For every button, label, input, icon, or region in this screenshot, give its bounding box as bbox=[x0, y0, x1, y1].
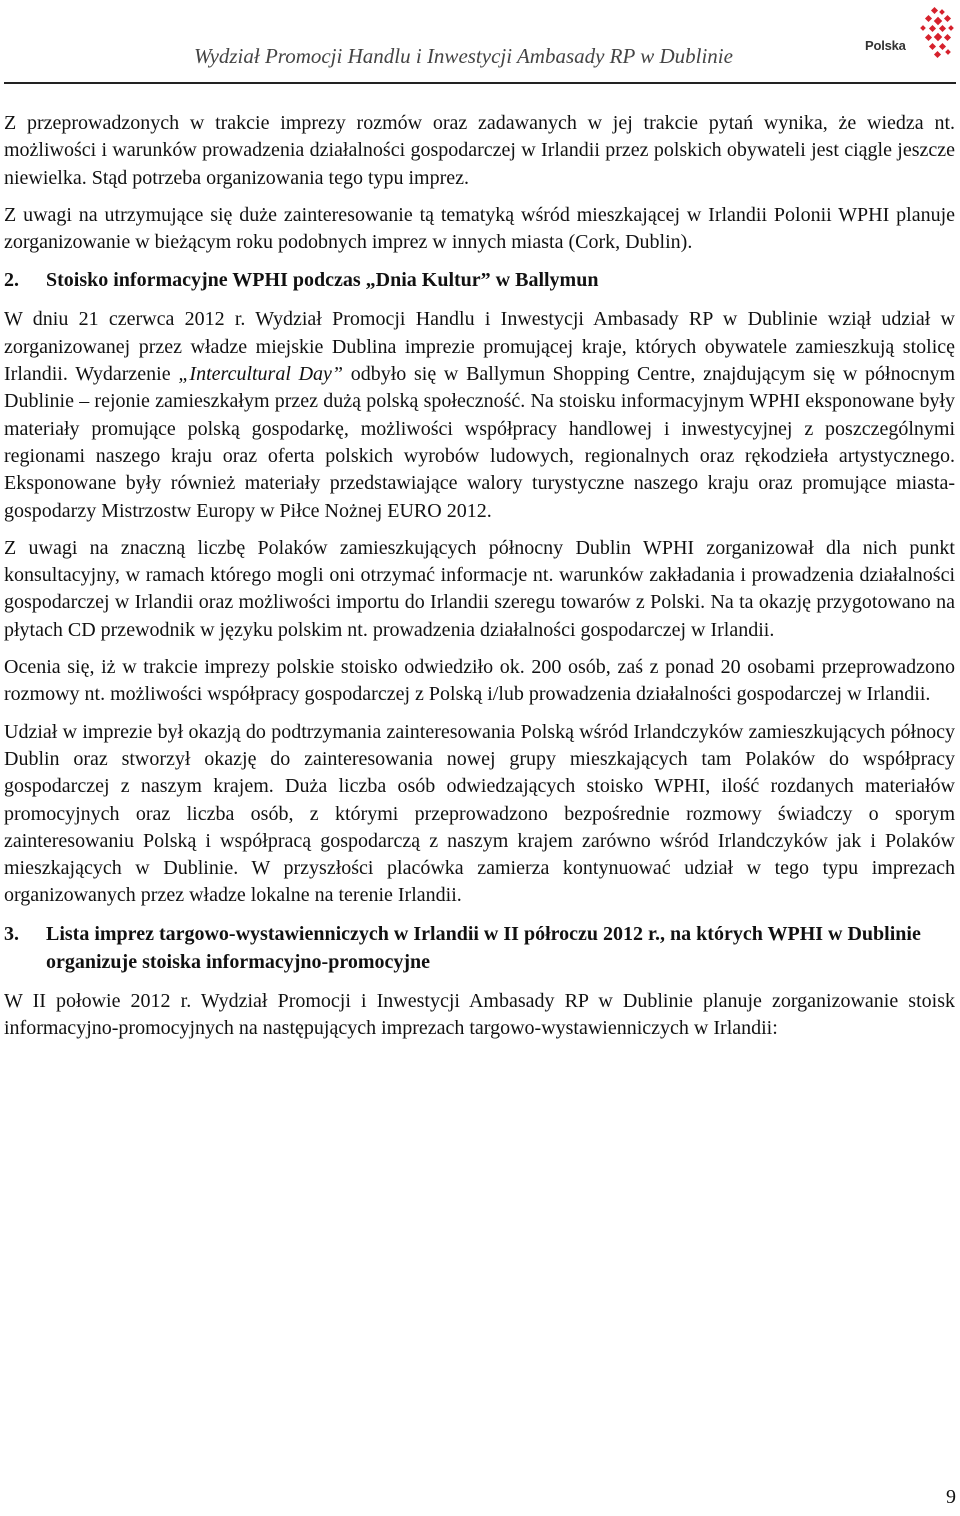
paragraph-6: Udział w imprezie był okazją do podtrzymania zainteresowania Polską wśród Irlandczyków zamieszkujących północy Dublin oraz stworzył okazję do zainteresowania nowej grupy mieszkających tam Polaków do współpracy gospodarczej z naszym krajem. Duża liczba osób odwiedzających stoisko WPHI, ilość rozdanych materiałów promocyjnych oraz liczba osób, z którymi przeprowadzono bezpośrednie rozmowy świadczy o sporym zainteresowaniu Polską i współpracą gospodarczą z naszym krajem zarówno wśród Irlandczyków jak i Polaków mieszkających w Dublinie. W przyszłości placówka zamierza kontynuować udział w tego typu imprezach organizowanych przez władze lokalne na terenie Irlandii. bbox=[4, 720, 955, 907]
paragraph-3 bbox=[4, 306, 955, 524]
section-title-3: Lista imprez targowo-wystawienniczych w Irlandii w II półroczu 2012 r., na których WPHI w Dublinie organizuje stoiska informacyjno-promocyjne bbox=[46, 922, 921, 973]
document-body bbox=[4, 110, 955, 1050]
paragraph-7: W II połowie 2012 r. Wydział Promocji i Inwestycji Ambasady RP w Dublinie planuje zorganizowanie stoisk informacyjno-promocyjnych na następujących imprezach targowo-wystawienniczych w Irlandii: bbox=[4, 989, 955, 1040]
paragraph-1: Z przeprowadzonych w trakcie imprezy rozmów oraz zadawanych w jej trakcie pytań wynika, że wiedza nt. możliwości i warunków prowadzenia działalności gospodarczej w Irlandii przez polskich obywateli jest ciągle jeszcze niewielka. Stąd potrzeba organizowania tego typu imprez. bbox=[4, 112, 955, 189]
paragraph-2: Z uwagi na utrzymujące się duże zainteresowanie tą tematyką wśród mieszkającej w Irlandii Polonii WPHI planuje zorganizowanie w bieżącym roku podobnych imprez w innych miasta (Cork, Dublin). bbox=[4, 203, 955, 254]
section-number-3: 3. bbox=[4, 922, 19, 945]
section-number-2: 2. bbox=[4, 269, 19, 292]
header-title: Wydział Promocji Handlu i Inwestycji Ambasady RP w Dublinie bbox=[194, 44, 733, 68]
paragraph-4: Z uwagi na znaczną liczbę Polaków zamieszkujących północny Dublin WPHI zorganizował dla nich punkt konsultacyjny, w ramach którego mogli oni otrzymać informacje nt. warunków zakładania i prowadzenia działalności gospodarczej w Irlandii oraz możliwości importu do Irlandii szeregu towarów z Polski. Na ta okazję przygotowano na płytach CD przewodnik w języku polskim nt. prowadzenia działalności gospodarczej w Irlandii. bbox=[4, 536, 955, 641]
event-name-italic: „Intercultural Day” bbox=[178, 363, 344, 386]
logo-text: Polska bbox=[865, 38, 906, 53]
section-title-2: Stoisko informacyjne WPHI podczas „Dnia Kultur” w Ballymun bbox=[46, 269, 599, 292]
section-heading-2 bbox=[4, 266, 955, 294]
section-heading-3 bbox=[4, 920, 955, 976]
paragraph-3-part-a: W dniu 21 czerwca 2012 r. Wydział Promocji Handlu i Inwestycji Ambasady RP w Dublinie wziął udział w zorganizowanej przez władze miejskie Dublina imprezie promującej kraje, których obywatele zamieszkują stolicę Irlandii. Wydarzenie bbox=[4, 308, 955, 386]
header-divider bbox=[4, 82, 956, 84]
paragraph-5: Ocenia się, iż w trakcie imprezy polskie stoisko odwiedziło ok. 200 osób, zaś z ponad 20 osobami przeprowadzono rozmowy nt. możliwości współpracy gospodarczej z Polską i/lub prowadzenia działalności gospodarczej w Irlandii. bbox=[4, 656, 955, 706]
paragraph-3-part-b: odbyło się w Ballymun Shopping Centre, znajdującym się w północnym Dublinie – rejonie zamieszkałym przez dużą polską społeczność. Na stoisku informacyjnym WPHI eksponowane były materiały promujące polską gospodarkę, możliwości współpracy handlowej i inwestycyjnej z poszczególnymi regionami naszego kraju oraz oferta polskich wyrobów ludowych, regionalnych oraz rękodzieła artystycznego. Eksponowane były również materiały przedstawiające walory turystyczne naszego kraju oraz promujące miasta-gospodarzy Mistrzostw Europy w Piłce Nożnej EURO 2012. bbox=[4, 363, 955, 522]
polska-logo bbox=[862, 6, 958, 68]
polska-logo-icon bbox=[920, 6, 956, 66]
page-number: 9 bbox=[946, 1486, 956, 1508]
